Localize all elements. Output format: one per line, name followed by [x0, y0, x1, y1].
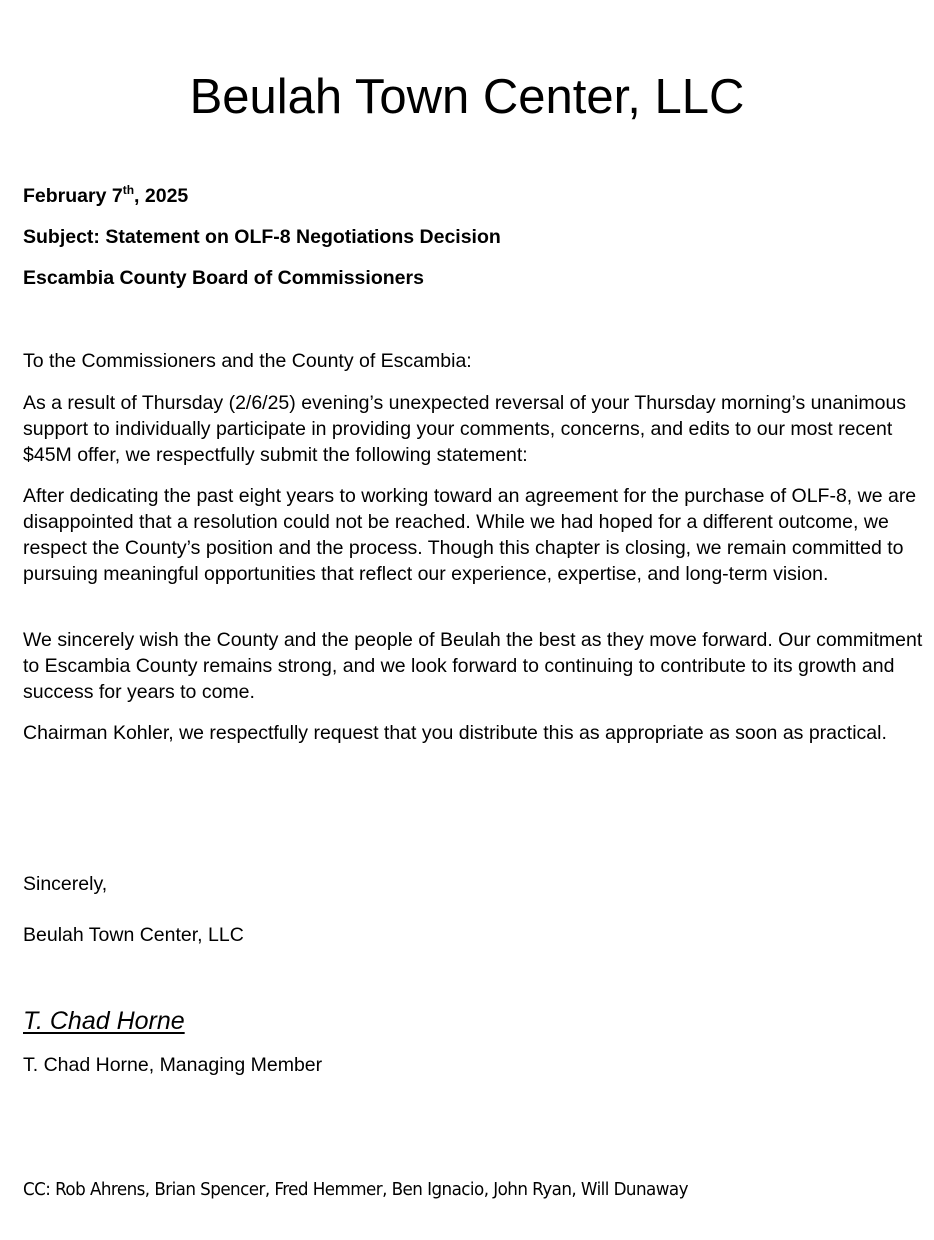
closing-company: Beulah Town Center, LLC	[23, 924, 244, 946]
cc-list: CC: Rob Ahrens, Brian Spencer, Fred Hemmer, Ben Ignacio, John Ryan, Will Dunaway	[23, 1179, 688, 1200]
recipient-line: Escambia County Board of Commissioners	[23, 267, 424, 289]
signature: T. Chad Horne	[23, 1007, 185, 1035]
subject-line: Subject: Statement on OLF-8 Negotiations Decision	[23, 226, 501, 248]
date-ordinal-suffix: th	[122, 183, 135, 197]
letterhead-title: Beulah Town Center, LLC	[189, 69, 745, 124]
date-text: February 7	[23, 185, 123, 207]
date-year: , 2025	[134, 185, 189, 207]
signer-title: T. Chad Horne, Managing Member	[23, 1054, 323, 1076]
salutation: To the Commissioners and the County of Escambia:	[23, 350, 472, 372]
body-paragraph-2: After dedicating the past eight years to working toward an agreement for the purchase of OLF-8, we are disappointed that a resolution could not be reached. While we had hoped for a different outcome, we respect the County’s position and the process. Though this chapter is closing, we remain committed to pursuing meaningful opportunities that reflect our experience, expertise, and long-term vision.	[23, 485, 917, 585]
body-paragraph-4: Chairman Kohler, we respectfully request that you distribute this as appropriate as soon as practical.	[23, 722, 887, 744]
body-paragraph-1: As a result of Thursday (2/6/25) evening’s unexpected reversal of your Thursday morning’s unanimous support to individually participate in providing your comments, concerns, and edits to our most recent $45M offer, we respectfully submit the following statement:	[23, 392, 907, 466]
valediction: Sincerely,	[23, 873, 108, 895]
body-paragraph-3: We sincerely wish the County and the people of Beulah the best as they move forward. Our commitment to Escambia County remains strong, and we look forward to continuing to contribute to its growth and success for years to come.	[23, 629, 923, 703]
letter-date	[23, 184, 188, 208]
